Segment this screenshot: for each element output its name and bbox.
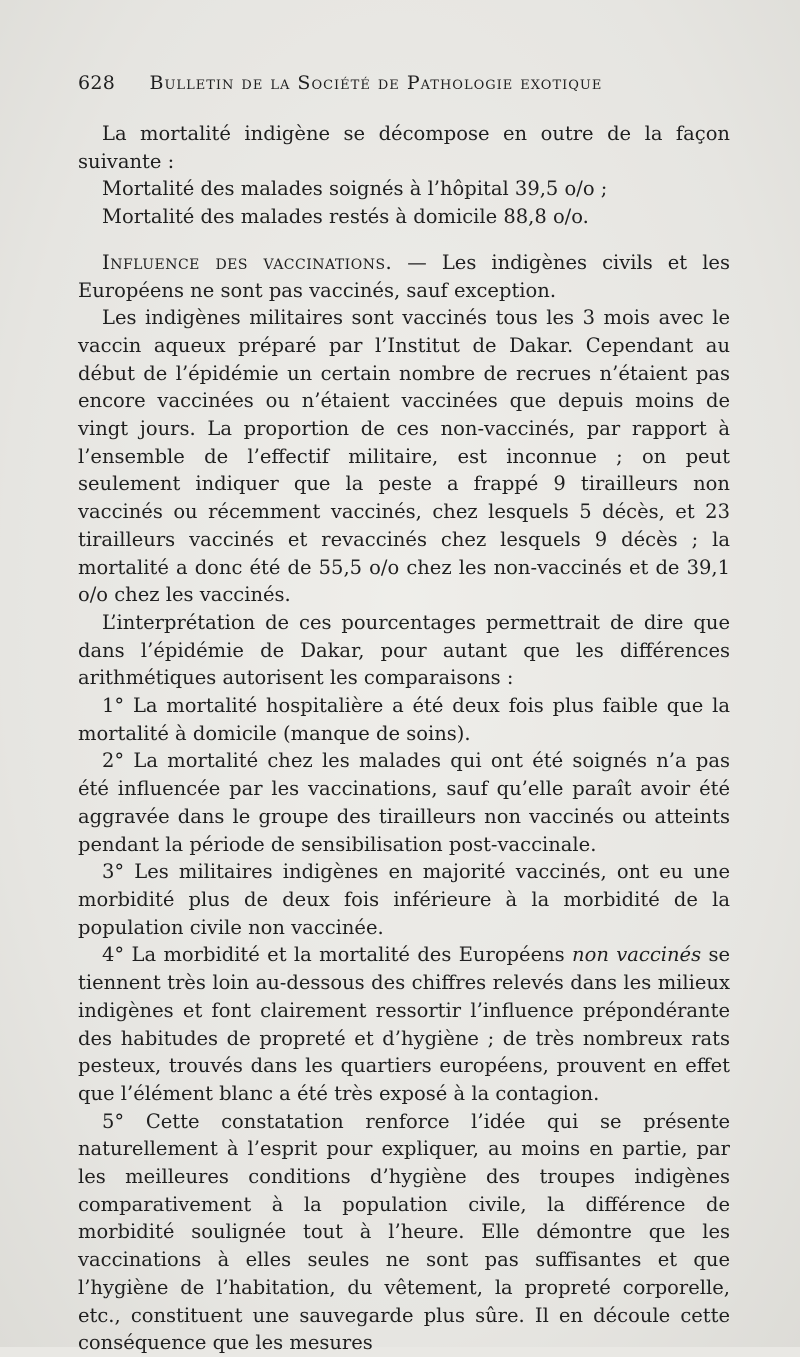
list-item-5: 5° Cette constatation renforce l’idée qui se présente naturellement à l’esprit pour expliquer, au moins en partie, par les meilleures conditions d’hygiène des troupes indigènes comparativement à la population civile, la différence de morbidité soulignée tout à l’heure. Elle démontre que les vaccinations à elles seules ne sont pas suffisantes et que l’hygiène de l’habitation, du vêtement, la propreté corporelle, etc., constituent une sauvegarde plus sûre. Il en découle cette conséquence que les mesures [78, 1109, 730, 1355]
paragraph-home-mortality: Mortalité des malades restés à domicile 88,8 o/o. [102, 205, 589, 229]
influence-text: — Les indigènes civils et les Européens ne sont pas vaccinés, sauf exception. [78, 250, 730, 302]
section-heading: Influence des vaccinations. [102, 250, 393, 274]
paragraph-hospital-mortality: Mortalité des malades soignés à l’hôpital 39,5 o/o ; [102, 177, 608, 201]
list-item-3: 3° Les militaires indigènes en majorité vaccinés, ont eu une morbidité plus de deux fois inférieure à la morbidité de la population civile non vaccinée. [78, 860, 730, 939]
running-header [78, 72, 738, 94]
item4-before: 4° La morbidité et la mortalité des Européens [102, 943, 573, 967]
item4-emphasis: non vaccinés [572, 943, 702, 967]
paragraph-intro: La mortalité indigène se décompose en outre de la façon suivante : [78, 122, 730, 173]
item4-after: se tiennent très loin au-dessous des chiffres relevés dans les milieux indigènes et font clairement ressortir l’influence prépondérante des habitudes de propreté et d’hygiène ; de très nombreux rats pesteux, trouvés dans les quartiers européens, prouvent en effet que l’élément blanc a été très exposé à la contagion. [78, 943, 730, 1105]
article-body [78, 120, 730, 1357]
page-number: 628 [78, 72, 116, 94]
paragraph-interpretation: L’interprétation de ces pourcentages permettrait de dire que dans l’épidémie de Dakar, pour autant que les différences arithmétiques autorisent les comparaisons : [78, 610, 730, 690]
list-item-2: 2° La mortalité chez les malades qui ont été soignés n’a pas été influencée par les vaccinations, sauf qu’elle paraît avoir été aggravée dans le groupe des tirailleurs non vaccinés ou atteints pendant la période de sensibilisation post-vaccinale. [78, 749, 730, 856]
journal-title: Bulletin de la Société de Pathologie exotique [149, 72, 603, 94]
list-item-1: 1° La mortalité hospitalière a été deux fois plus faible que la mortalité à domicile (manque de soins). [78, 694, 730, 745]
paragraph-military: Les indigènes militaires sont vaccinés tous les 3 mois avec le vaccin aqueux préparé par l’Institut de Dakar. Cependant au début de l’épidémie un certain nombre de recrues n’étaient pas encore vaccinées ou n’étaient vaccinées que depuis moins de vingt jours. La proportion de ces non-vaccinés, par rapport à l’ensemble de l’effectif militaire, est inconnue ; on peut seulement indiquer que la peste a frappé 9 tirailleurs non vaccinés ou récemment vaccinés, chez lesquels 5 décès, et 23 tirailleurs vaccinés et revaccinés chez lesquels 9 décès ; la mortalité a donc été de 55,5 o/o chez les non-vaccinés et de 39,1 o/o chez les vaccinés. [78, 306, 730, 607]
paragraph-influence [78, 249, 730, 304]
list-item-4 [78, 941, 730, 1107]
